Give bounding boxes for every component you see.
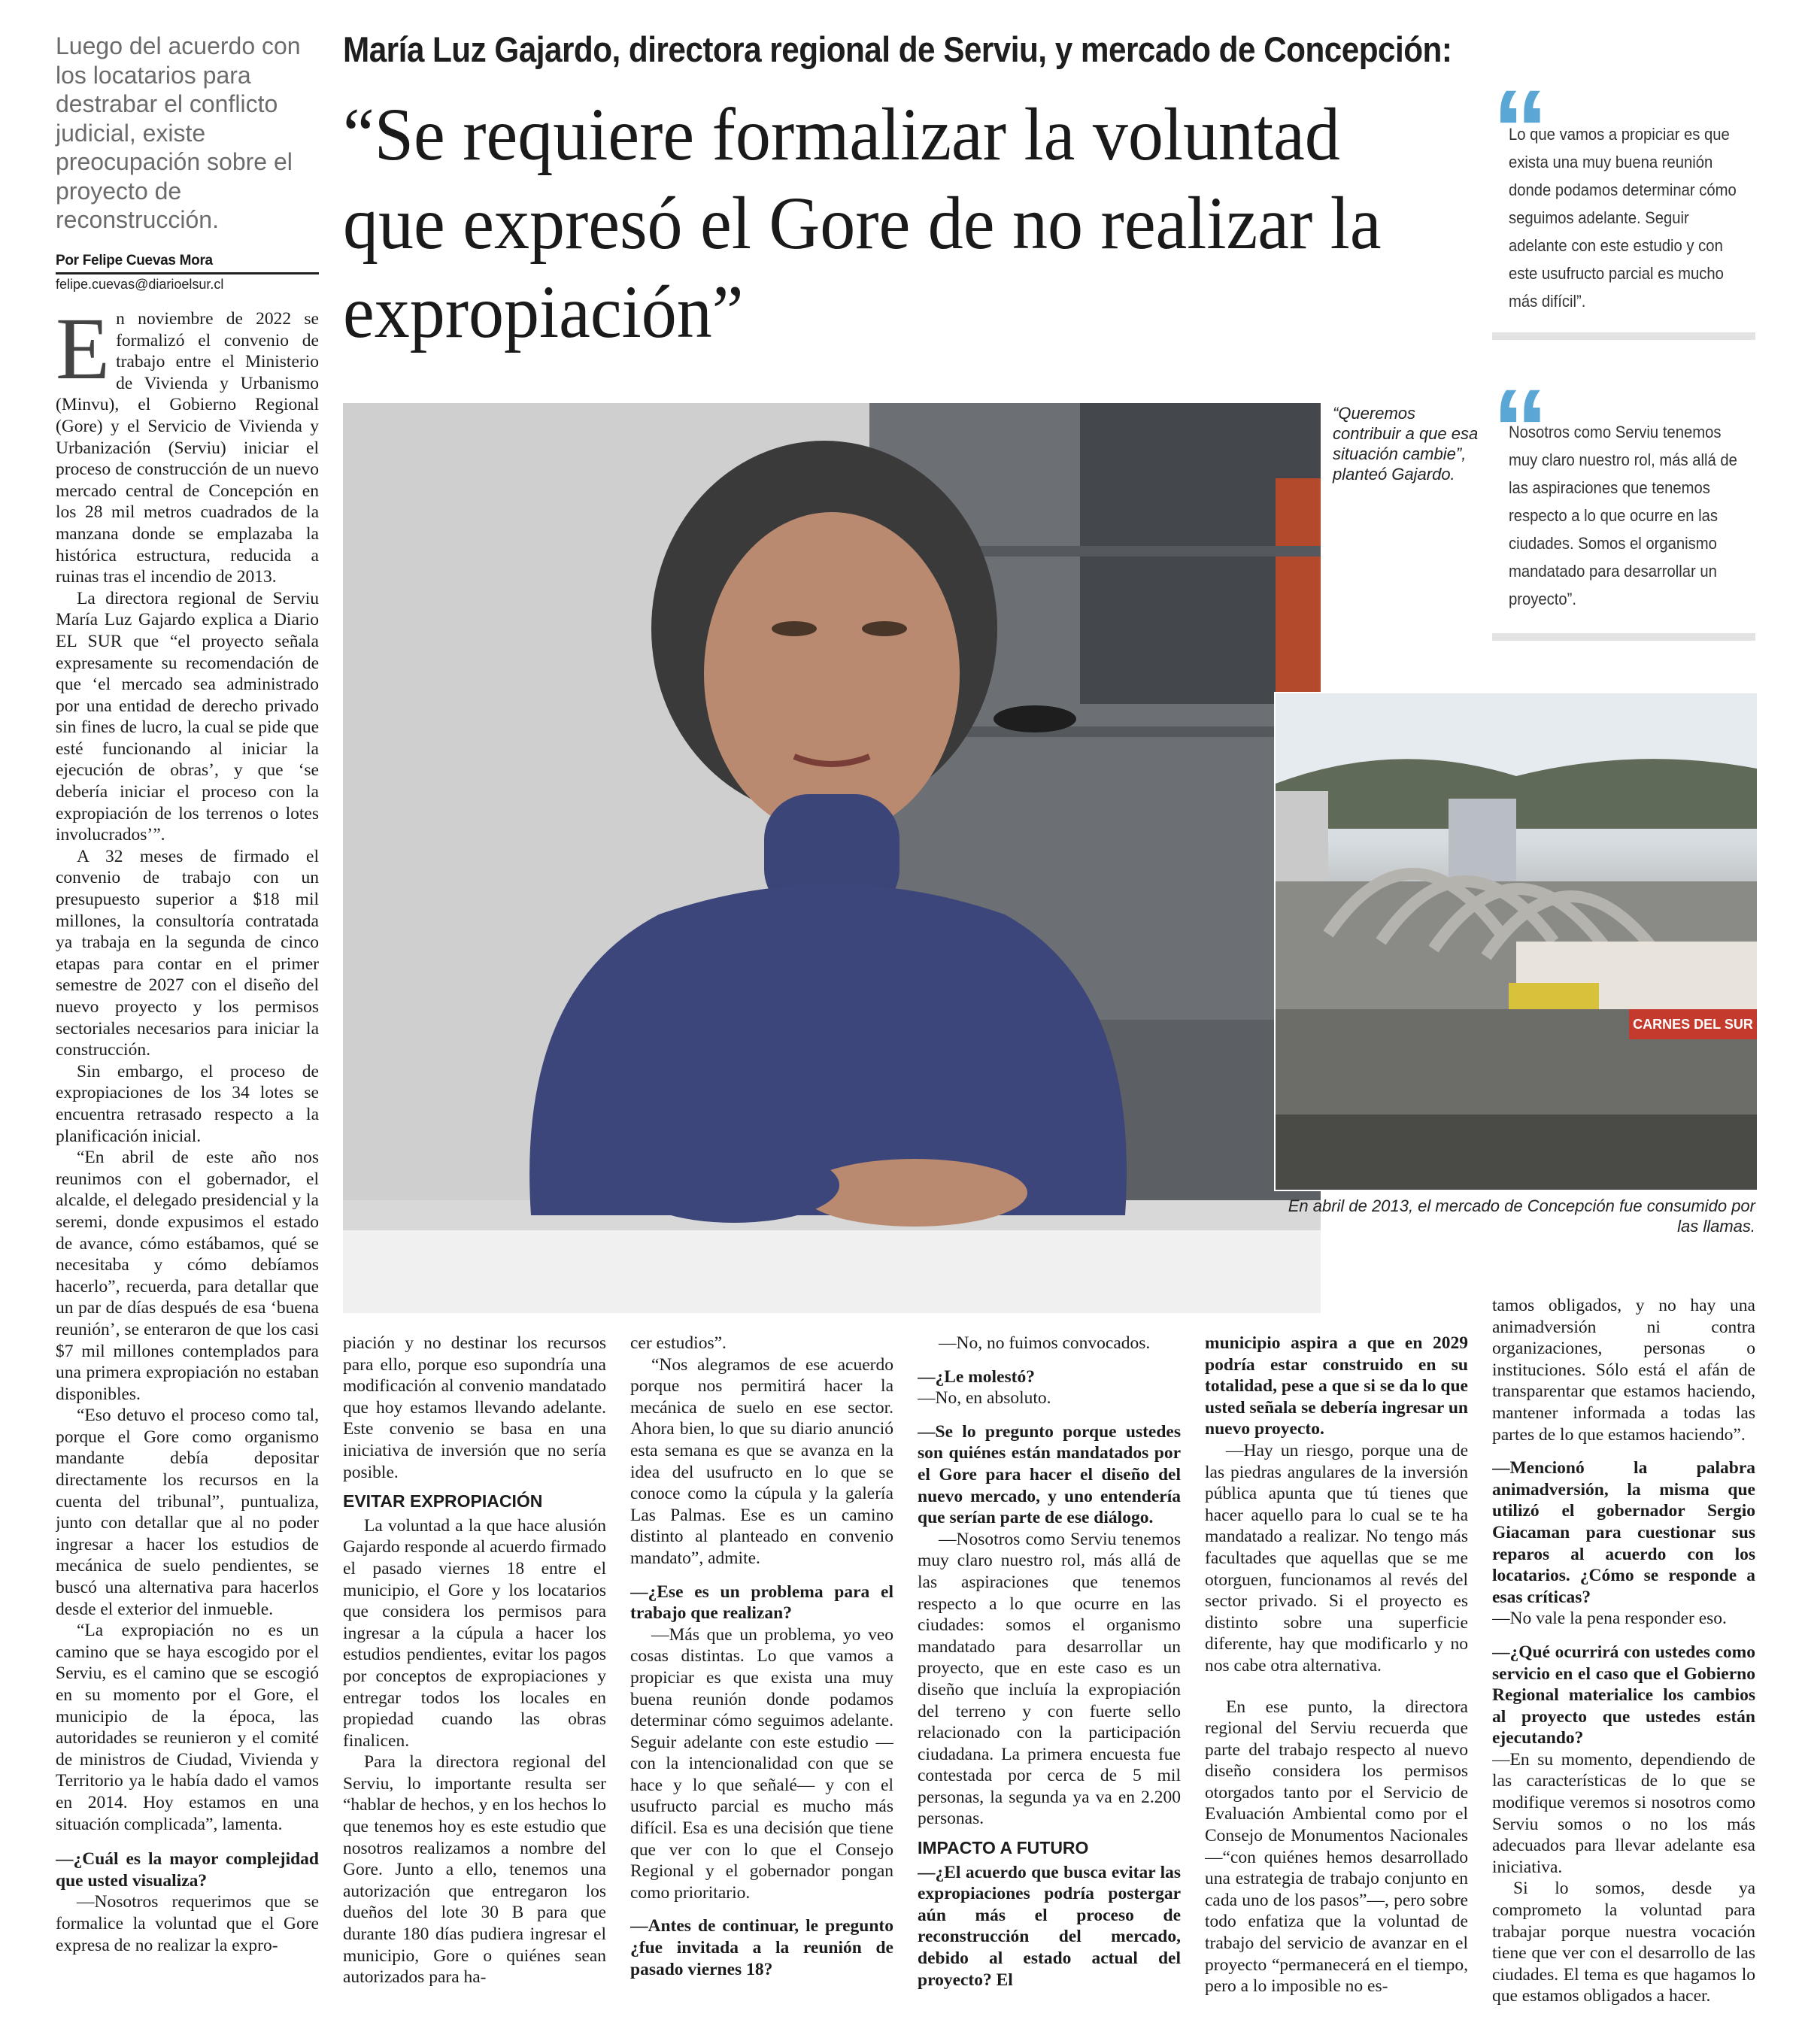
section-subhead: EVITAR EXPROPIACIÓN xyxy=(343,1491,543,1512)
byline: Por Felipe Cuevas Mora xyxy=(56,253,319,274)
photo-caption-main: “Queremos contribuir a que esa situación cambie”, planteó Gajardo. xyxy=(1333,404,1479,484)
interview-question: —¿Qué ocurrirá con ustedes como servicio en el caso que el Gobierno Regional materialice los cambios al proyecto que ustedes están ejecutando? xyxy=(1492,1642,1755,1748)
portrait-illustration xyxy=(343,403,1321,1313)
paragraph: En ese punto, la directora regional del Serviu recuerda que parte del trabajo respecto al nuevo diseño considera los permisos otorgados tanto por el Servicio de Evaluación Ambiental como por el Consejo de Monumentos Nacionales —“con quiénes hemos desarrollado una estrategia de trabajo conjunto en cada uno de los pasos”—, pero sobre todo enfatiza que la voluntad de trabajo del servicio de avanzar en el proyecto “permanecerá en el tiempo, pero a lo imposible no es- xyxy=(1205,1697,1468,1997)
divider xyxy=(1492,332,1755,340)
paragraph: —Hay un riesgo, porque una de las piedras angulares de la inversión pública apunta que tú tienes que hacer aquello para lo cual se te ha mandatado a realizar. No tengo más facultades que aquellas que se me otorguen, funcionamos al revés del sector privado. Si el proyecto es distinto sobre una superficie diferente, hay que modificarlo y no nos cabe otra alternativa. xyxy=(1205,1440,1468,1676)
kicker: María Luz Gajardo, directora regional de Serviu, y mercado de Concepción: xyxy=(343,29,1452,69)
paragraph: —Nosotros como Serviu tenemos muy claro nuestro rol, más allá de las aspiraciones que tenemos respecto a lo que ocurre en las ciudades: somos el organismo mandatado para desarrollar un proyecto, que en este caso es un diseño que incluía la expropiación del terreno y con fuerte sello relacionado con la participación ciudadana. La primera encuesta fue contestada por cerca de 5 mil personas, la segunda ya va en 2.200 personas. xyxy=(918,1529,1181,1829)
paragraph: cer estudios”. xyxy=(630,1333,727,1353)
paragraph: —No vale la pena responder eso. xyxy=(1492,1609,1727,1629)
market-illustration xyxy=(1276,693,1757,1190)
pull-quote-2: Nosotros como Serviu tenemos muy claro nuestro rol, más allá de las aspiraciones que tenemos respecto a lo que ocurre en las ciudades. Somos el organismo mandatado para desarrollar un proyecto”. xyxy=(1509,423,1737,608)
section-subhead: IMPACTO A FUTURO xyxy=(918,1838,1089,1858)
column-1 xyxy=(56,308,319,2038)
interview-question: —Mencionó la palabra animadversión, la misma que utilizó el gobernador Sergio Giacaman para cuestionar sus reparos al acuerdo con los locatarios. ¿Cómo se responde a esas críticas? xyxy=(1492,1458,1755,1607)
interview-question: —¿Cuál es la mayor complejidad que usted visualiza? xyxy=(56,1849,319,1891)
drop-cap: E xyxy=(56,308,111,398)
paragraph: —Más que un problema, yo veo cosas distintas. Lo que vamos a propiciar es que exista una muy buena reunión donde podamos determinar cómo seguimos adelante. Seguir adelante con este estudio —con la intencionalidad con que se hace y lo que señalé— y con el usufructo parcial es mucho más difícil. Esa es una decisión que tiene que ver con lo que el Consejo Regional y el gobernador pongan como prioritario. xyxy=(630,1624,893,1903)
paragraph: piación y no destinar los recursos para ello, porque eso supondría una modificación al convenio mandatado que hoy estamos llevando adelante. Este convenio se basa en una iniciativa de inversión que no sería posible. xyxy=(343,1333,606,1482)
market-sign: CARNES DEL SUR xyxy=(1629,1009,1757,1039)
interview-question: —¿Le molestó? xyxy=(918,1366,1035,1387)
pull-quote-1: Lo que vamos a propiciar es que exista una muy buena reunión donde podamos determinar cómo seguimos adelante. Seguir adelante con este estudio y con este usufructo parcial es mucho más difícil”. xyxy=(1509,125,1737,311)
photo-interviewee xyxy=(343,403,1321,1313)
paragraph: La directora regional de Serviu María Luz Gajardo explica a Diario EL SUR que “el proyecto señala expresamente su recomendación de que ‘el mercado sea administrado por una entidad de derecho privado sin fines de lucro, la cual se pide que esté funcionando al iniciar la ejecución de obras’, y que ‘se debería iniciar el proceso con la expropiación de los terrenos o lotes involucrados’”. xyxy=(56,588,319,845)
interview-question: municipio aspira a que en 2029 podría estar construido en su totalidad, pese a que si se da lo que usted señala se debería ingresar un nuevo proyecto. xyxy=(1205,1333,1468,1439)
quote-mark-icon: “ xyxy=(1492,365,1549,492)
paragraph: A 32 meses de firmado el convenio de trabajo con un presupuesto superior a $18 mil millones, la consultoría contratada ya trabaja en la segunda de cinco etapas para contar en el primer semestre de 2027 con el diseño del nuevo proyecto y los permisos sectoriales necesarios para iniciar la construcción. xyxy=(56,846,319,1060)
paragraph: —No, no fuimos convocados. xyxy=(939,1333,1151,1353)
paragraph: “En abril de este año nos reunimos con el gobernador, el alcalde, el delegado presidencial y la seremi, donde expusimos el estado de avance, cómo estábamos, qué se necesitaba y cómo debíamos hacerlo”, recuerda, para detallar que un par de días después de esa ‘buena reunión’, se enteraron de que los casi $7 mil millones contemplados para una primera expropiación no estaban disponibles. xyxy=(56,1148,319,1404)
column-4 xyxy=(918,1333,1181,2039)
interview-question: —Se lo pregunto porque ustedes son quiénes están mandatados por el Gore para hacer el diseño del nuevo mercado, y uno entendería que serían parte de ese diálogo. xyxy=(918,1421,1181,1528)
column-3 xyxy=(630,1333,893,2039)
paragraph: “Nos alegramos de ese acuerdo porque nos permitirá hacer la mecánica de suelo en ese sector. Ahora bien, lo que su diario anunció esta semana es que se avanza en la idea del usufructo en lo que se conoce como la cúpula y la galería Las Palmas. Ese es un camino distinto al planteado en convenio mandato”, admite. xyxy=(630,1354,893,1568)
paragraph: “Eso detuvo el proceso como tal, porque el Gore como organismo mandante debía depositar directamente los recursos en la cuenta del tribunal”, puntualiza, junto con detallar que al no poder ingresar a hacer los estudios de mecánica de suelo pendientes, se buscó una alternativa para hacerlos desde el exterior del inmueble. xyxy=(56,1406,319,1619)
column-6 xyxy=(1492,1295,1755,2039)
quote-mark-icon: “ xyxy=(1492,66,1549,193)
byline-email[interactable]: felipe.cuevas@diarioelsur.cl xyxy=(56,277,224,292)
column-2 xyxy=(343,1333,606,2039)
paragraph: La voluntad a la que hace alusión Gajardo responde al acuerdo firmado el pasado viernes 18 entre el municipio, el Gore y los locatarios que considera los permisos para ingresar a la cúpula a hacer los estudios pendientes, evitar los pagos por conceptos de expropiaciones y entregar todos los locales en propiedad cuando las obras finalicen. xyxy=(343,1515,606,1751)
interview-question: —Antes de continuar, le pregunto ¿fue invitada a la reunión de pasado viernes 18? xyxy=(630,1916,893,1979)
divider xyxy=(1492,633,1755,641)
photo-market xyxy=(1274,692,1758,1191)
paragraph: Sin embargo, el proceso de expropiaciones de los 34 lotes se encuentra retrasado respecto a la planificación inicial. xyxy=(56,1061,319,1146)
paragraph: —No, en absoluto. xyxy=(918,1388,1051,1409)
paragraph: Si lo somos, desde ya comprometo la voluntad para trabajar porque nuestra vocación tiene que ver con el desarrollo de las ciudades. El tema es que hagamos lo que estamos obligados a hacer. xyxy=(1492,1879,1755,2006)
column-5 xyxy=(1205,1333,1468,2039)
interview-question: —¿Ese es un problema para el trabajo que realizan? xyxy=(630,1582,893,1624)
lead-summary: Luego del acuerdo con los locatarios para destrabar el conflicto judicial, existe preocupación sobre el proyecto de reconstrucción. xyxy=(56,32,301,233)
paragraph: —En su momento, dependiendo de las características de lo que se modifique veremos si nosotros como Serviu somos o no los más adecuados para llevar adelante esa iniciativa. xyxy=(1492,1749,1755,1877)
headline: “Se requiere formalizar la voluntad que expresó el Gore de no realizar la expropiación” xyxy=(343,92,1382,353)
photo-caption-market: En abril de 2013, el mercado de Concepción fue consumido por las llamas. xyxy=(1288,1196,1755,1236)
paragraph: —Nosotros requerimos que se formalice la voluntad que el Gore expresa de no realizar la expro- xyxy=(56,1892,319,1955)
interview-question: —¿El acuerdo que busca evitar las expropiaciones podría postergar aún más el proceso de reconstrucción del mercado, debido al estado actual del proyecto? El xyxy=(918,1862,1181,1990)
paragraph: Para la directora regional del Serviu, lo importante resulta ser “hablar de hechos, y en los hechos lo que tenemos hoy es este estudio que nosotros realizamos a nombre del Gore. Junto a ello, tenemos una autorización que entregaron los dueños del lote 30 B para que durante 180 días pudiera ingresar el municipio, Gore o quiénes sean autorizados para ha- xyxy=(343,1752,606,1988)
paragraph: En noviembre de 2022 se formalizó el convenio de trabajo entre el Ministerio de Vivienda y Urbanismo (Minvu), el Gobierno Regional (Gore) y el Servicio de Vivienda y Urbanización (Serviu) iniciar el proceso de construcción de un nuevo mercado central de Concepción en los 28 mil metros cuadrados de la manzana donde se emplazaba la histórica estructura, reducida a ruinas tras el incendio de 2013. xyxy=(56,308,319,587)
paragraph: tamos obligados, y no hay una animadversión ni contra organizaciones, personas o instituciones. Sólo está el afán de transparentar que estamos haciendo, mantener informada a todas las partes de lo que estamos haciendo”. xyxy=(1492,1296,1755,1445)
paragraph: “La expropiación no es un camino que se haya escogido por el Serviu, es el camino que se escogió en su momento por el Gore, el municipio de la época, las autoridades se reunieron y el comité de ministros de Ciudad, Vivienda y Territorio ya le había dado el vamos en 2014. Hoy estamos en una situación complicada”, lamenta. xyxy=(56,1621,319,1834)
